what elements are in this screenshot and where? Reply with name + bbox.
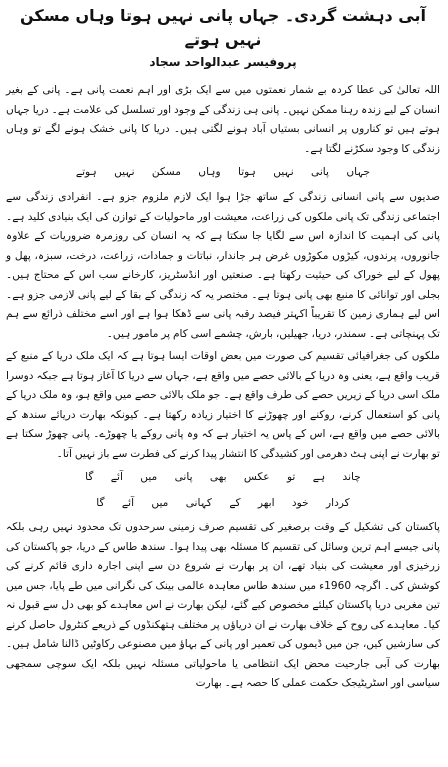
paragraph-1: اللہ تعالیٰ کی عطا کردہ بے شمار نعمتوں میں سے ایک بڑی اور اہم نعمت پانی ہے۔ پانی کے بغیر انسان کے لیے زندہ رہنا ممکن نہیں۔ پانی ہی زندگی کے وجود اور تسلسل کی علامت ہے۔ دریا جہاں ہوتے ہیں تو کناروں پر انسانی بستیاں آباد ہونے لگتی ہیں۔ دریا کا پانی خشک ہونے لگے تو وہاں زندگی کا وجود سکڑنے لگتا ہے۔	[6, 84, 440, 155]
paragraph-2: صدیوں سے پانی انسانی زندگی کے ساتھ جڑا ہوا ایک لازم ملزوم جزو ہے۔ انفرادی زندگی سے اجتماعی زندگی تک پانی ملکوں کی زراعت، معیشت اور ماحولیات کے توازن کی ایک بنیادی کلید ہے۔ پانی کی اہمیت کا اندازہ اس سے لگایا جا سکتا ہے کہ یہ انسان کی روزمرہ ضروریات کے علاوہ جانوروں، پرندوں، کیڑوں مکوڑوں غرض ہر جاندار، نباتات و جمادات، زراعت، درخت، سبزہ، پھل و پھول کے لیے خوراک کی حیثیت رکھتا ہے۔ صنعتیں اور انڈسٹریز، کارخانے سب اس کے محتاج ہیں۔ بجلی اور توانائی کا منبع بھی پانی ہوتا ہے۔ مختصر یہ کہ زندگی کے بقا کے لیے پانی لازمی جزو ہے۔ اس لیے ہماری زمین کا تقریباً اکہتر فیصد رقبہ پانی سے ڈھکا ہوا ہے اور اسے مختلف ذرائع سے ہم تک پہنچاتی ہے۔ سمندر، دریا، جھیلیں، بارش، چشمے اسی کام پر مامور ہیں۔	[6, 191, 440, 340]
paragraph-3: ملکوں کی جغرافیائی تقسیم کی صورت میں بعض اوقات ایسا ہوتا ہے کہ ایک ملک دریا کے منبع کے قریب واقع ہے، یعنی وہ دریا کے بالائی حصے میں واقع ہے، جہاں سے دریا کا آغاز ہوتا ہے جبکہ دوسرا ملک اسی دریا کے زیریں حصے کی طرف واقع ہے۔ جو ملک بالائی حصے میں واقع ہو، وہ ملک دریا کے پانی کو استعمال کرنے، روکنے اور چھوڑنے کا اختیار زیادہ رکھتا ہے۔ کیونکہ بھارت دریائے سندھ کے بالائی حصے میں واقع ہے، اس کے پاس یہ اختیار ہے کہ وہ پانی روکے یا چھوڑے۔ پانی چھوڑ سکتا ہے تو بھارت نے اپنی ہٹ دھرمی اور کشیدگی کا انتشار پیدا کرنے کی فطرت سے باز نہیں آتا۔	[6, 350, 440, 460]
article-title: آبی دہشت گردی۔ جہاں پانی نہیں ہوتا وہاں مسکن نہیں ہوتے	[20, 6, 426, 49]
author-name: پروفیسر عبدالواحد سجاد	[149, 55, 297, 69]
verse-line-1: جہاں پانی نہیں ہوتا وہاں مسکن نہیں ہوتے	[75, 166, 371, 178]
paragraph-4: پاکستان کی تشکیل کے وقت برصغیر کی تقسیم صرف زمینی سرحدوں تک محدود نہیں رہی بلکہ پانی جیسے اہم ترین وسائل کی تقسیم کا مسئلہ بھی پیدا ہوا۔ سندھ طاس کے دریا، جو پاکستان کی زرخیزی اور معیشت کی بنیاد تھے، ان پر بھارت نے شروع دن سے اپنی اجارہ داری قائم کرنے کی کوشش کی۔ اگرچہ 1960ء میں سندھ طاس معاہدہ عالمی بینک کی نگرانی میں طے پایا، جس میں تین مغربی دریا پاکستان کیلئے مخصوص کیے گئے، لیکن بھارت نے اس معاہدے کو بھی دل سے قبول نہ کیا۔ معاہدے کی روح کے خلاف بھارت نے ان دریاؤں پر مختلف ہتھکنڈوں کے ذریعے کنٹرول حاصل کرنے کی سازشیں کیں، جن میں ڈیموں کی تعمیر اور پانی کے بہاؤ میں مصنوعی رکاوٹیں ڈالنا شامل ہیں۔ بھارت کی آبی جارحیت محض ایک انتظامی یا ماحولیاتی مسئلہ نہیں بلکہ ایک سوچی سمجھی سیاسی اور اسٹریٹیجک حکمت عملی کا حصہ ہے۔ بھارت	[6, 521, 440, 689]
couplet-line-2: کردار خود ابھر کے کہانی میں آئے گا	[96, 497, 350, 509]
couplet-line-1: چاند ہے تو عکس بھی پانی میں آئے گا	[85, 471, 361, 483]
